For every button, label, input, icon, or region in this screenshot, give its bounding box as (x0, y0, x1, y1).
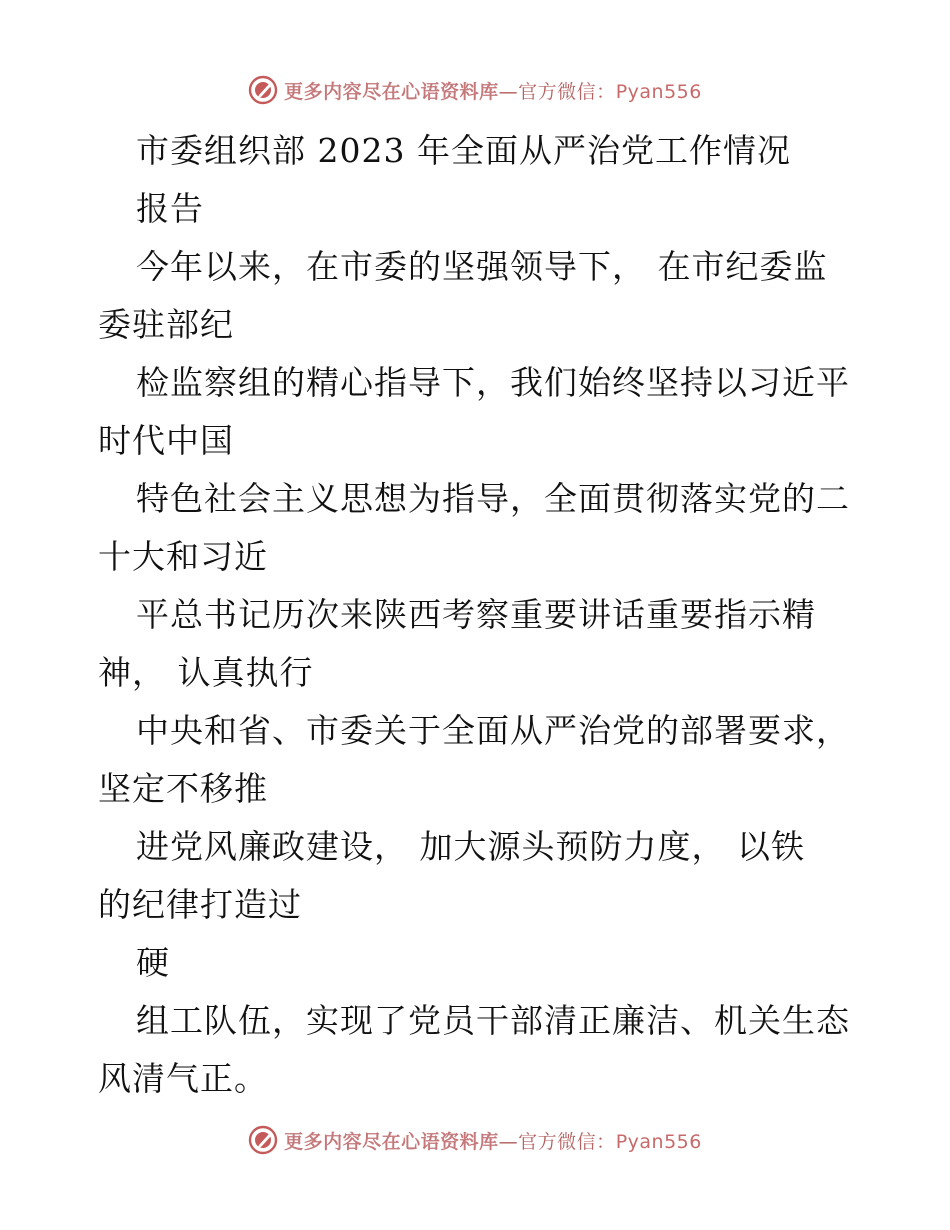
watermark-main: 更多内容尽在心语资料库 (284, 1130, 499, 1153)
document-line: 今年以来，在市委的坚强领导下， 在市纪委监 (136, 247, 828, 286)
header-watermark (0, 70, 950, 110)
watermark-separator: — (498, 1130, 519, 1153)
document-line: 市委组织部 2023 年全面从严治党工作情况 (136, 131, 791, 170)
document-line: 报告 (136, 189, 204, 228)
watermark-label: 官方微信： (518, 80, 616, 103)
document-line: 硬 (136, 943, 170, 982)
document-line: 神， 认真执行 (98, 653, 314, 692)
watermark-account: Pyan556 (615, 1130, 702, 1153)
document-line: 平总书记历次来陕西考察重要讲话重要指示精 (136, 595, 816, 634)
watermark-main: 更多内容尽在心语资料库 (284, 80, 499, 103)
footer-watermark (0, 1120, 950, 1160)
watermark-separator: — (498, 80, 519, 103)
document-line: 委驻部纪 (98, 305, 234, 344)
watermark-text (284, 1127, 702, 1154)
document-line: 进党风廉政建设， 加大源头预防力度， 以铁 (136, 827, 805, 866)
document-line: 坚定不移推 (98, 769, 268, 808)
document-line: 十大和习近 (98, 537, 268, 576)
pen-logo-icon (248, 75, 278, 105)
watermark-label: 官方微信： (518, 1130, 616, 1153)
document-line: 的纪律打造过 (98, 885, 302, 924)
pen-logo-icon (248, 1125, 278, 1155)
document-line: 中央和省、市委关于全面从严治党的部署要求， (136, 711, 850, 750)
document-body (98, 122, 858, 1108)
document-line: 特色社会主义思想为指导，全面贯彻落实党的二 (136, 479, 850, 518)
document-line: 检监察组的精心指导下，我们始终坚持以习近平 (136, 363, 850, 402)
watermark-text (284, 77, 702, 104)
document-line: 组工队伍，实现了党员干部清正廉洁、机关生态 (136, 1001, 850, 1040)
document-line: 风清气正。 (98, 1059, 268, 1098)
watermark-account: Pyan556 (615, 80, 702, 103)
document-line: 时代中国 (98, 421, 234, 460)
